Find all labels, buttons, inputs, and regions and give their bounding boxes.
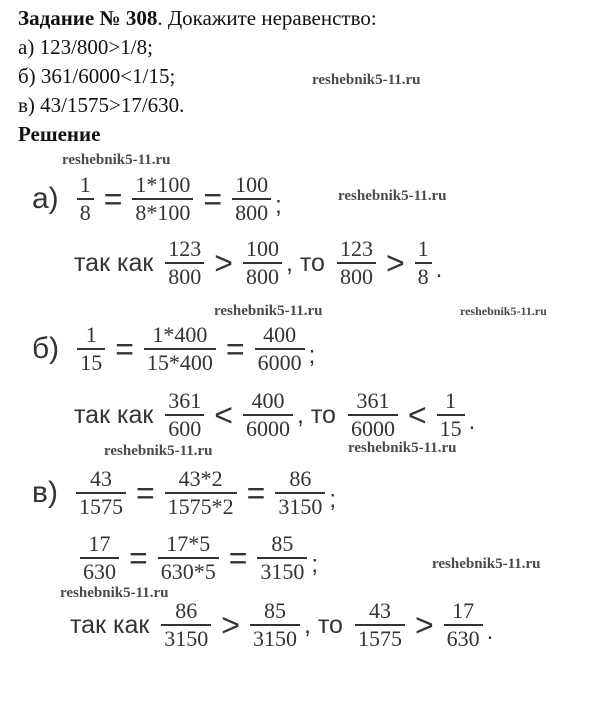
then-text: , то: [285, 248, 325, 277]
compare-sign: >: [221, 607, 240, 643]
compare-sign: <: [407, 397, 427, 433]
fraction: $\frac{1}{15}$: [437, 388, 465, 442]
solution-b-comparison: так как $\frac{361}{600}$ < $\frac{400}{6000}$ , то $\frac{361}{6000}$ < $\frac{1}{15}$ .: [74, 388, 476, 441]
watermark: reshebnik5-11.ru: [460, 304, 547, 318]
then-text: , то: [296, 400, 336, 429]
watermark: reshebnik5-11.ru: [62, 152, 171, 168]
since-text: так как: [74, 400, 154, 429]
watermark: reshebnik5-11.ru: [214, 303, 323, 319]
compare-sign: >: [414, 607, 434, 643]
solution-label-a: а): [32, 182, 59, 215]
fraction: $\frac{100}{800}$: [243, 236, 282, 290]
solution-c-comparison: так как $\frac{86}{3150}$ > $\frac{85}{3150}$ , то $\frac{43}{1575}$ > $\frac{17}{630}$ .: [70, 598, 494, 651]
fraction: $\frac{123}{800}$: [337, 236, 376, 290]
task-title: [18, 6, 377, 30]
fraction: $\frac{123}{800}$: [165, 236, 204, 290]
compare-sign: >: [385, 245, 405, 281]
fraction: $\frac{43}{1575}$: [355, 598, 405, 652]
fraction: $\frac{17}{630}$: [444, 598, 483, 652]
solution-b-equation: б) $\frac{1}{15}$ = $\frac{1*400}{15*400}$ = $\frac{400}{6000}$ ;: [32, 322, 316, 375]
task-item-b: б) 361/6000<1/15;: [18, 64, 176, 88]
solution-label-b: б): [32, 332, 60, 365]
solution-c-equation-2: $\frac{17}{630}$ = $\frac{17*5}{630*5}$ = $\frac{85}{3150}$ ;: [76, 531, 318, 585]
fraction: $\frac{1*400}{15*400}$: [144, 322, 216, 376]
task-number: Задание № 308: [18, 6, 158, 30]
fraction: $\frac{43}{1575}$: [76, 466, 126, 520]
fraction: $\frac{361}{6000}$: [348, 388, 398, 442]
fraction: $\frac{17}{630}$: [80, 531, 119, 585]
solution-c-equation-1: в) $\frac{43}{1575}$ = $\frac{43*2}{1575*2}$ = $\frac{86}{3150}$ ;: [32, 466, 336, 519]
task-item-a: а) 123/800>1/8;: [18, 35, 153, 59]
watermark: reshebnik5-11.ru: [338, 188, 447, 204]
fraction: $\frac{400}{6000}$: [243, 388, 293, 442]
fraction: $\frac{361}{600}$: [165, 388, 204, 442]
compare-sign: <: [214, 397, 233, 433]
watermark: reshebnik5-11.ru: [60, 585, 169, 601]
solution-a-equation: а) $\frac{1}{8}$ = $\frac{1*100}{8*100}$ = $\frac{100}{800}$ ;: [32, 172, 282, 225]
watermark: reshebnik5-11.ru: [432, 556, 541, 572]
fraction: $\frac{1}{15}$: [77, 322, 105, 376]
fraction: $\frac{1*100}{8*100}$: [132, 172, 193, 226]
fraction: $\frac{1}{8}$: [415, 236, 432, 290]
solution-a-comparison: так как $\frac{123}{800}$ > $\frac{100}{800}$ , то $\frac{123}{800}$ > $\frac{1}{8}$ .: [74, 236, 443, 289]
watermark: reshebnik5-11.ru: [104, 443, 213, 459]
fraction: $\frac{1}{8}$: [77, 172, 94, 226]
fraction: $\frac{100}{800}$: [232, 172, 271, 226]
fraction: $\frac{85}{3150}$: [250, 598, 300, 652]
watermark: reshebnik5-11.ru: [348, 440, 457, 456]
solution-heading: Решение: [18, 122, 101, 146]
watermark: reshebnik5-11.ru: [312, 72, 421, 88]
since-text: так как: [70, 610, 150, 639]
then-text: , то: [303, 610, 343, 639]
fraction: $\frac{17*5}{630*5}$: [158, 531, 219, 585]
fraction: $\frac{86}{3150}$: [161, 598, 211, 652]
fraction: $\frac{400}{6000}$: [255, 322, 305, 376]
task-item-c: в) 43/1575>17/630.: [18, 93, 185, 117]
task-instruction: . Докажите неравенство:: [157, 6, 377, 30]
fraction: $\frac{85}{3150}$: [257, 531, 307, 585]
fraction: $\frac{86}{3150}$: [275, 466, 325, 520]
fraction: $\frac{43*2}{1575*2}$: [165, 466, 237, 520]
compare-sign: >: [214, 245, 233, 281]
since-text: так как: [74, 248, 154, 277]
solution-label-c: в): [32, 476, 58, 509]
